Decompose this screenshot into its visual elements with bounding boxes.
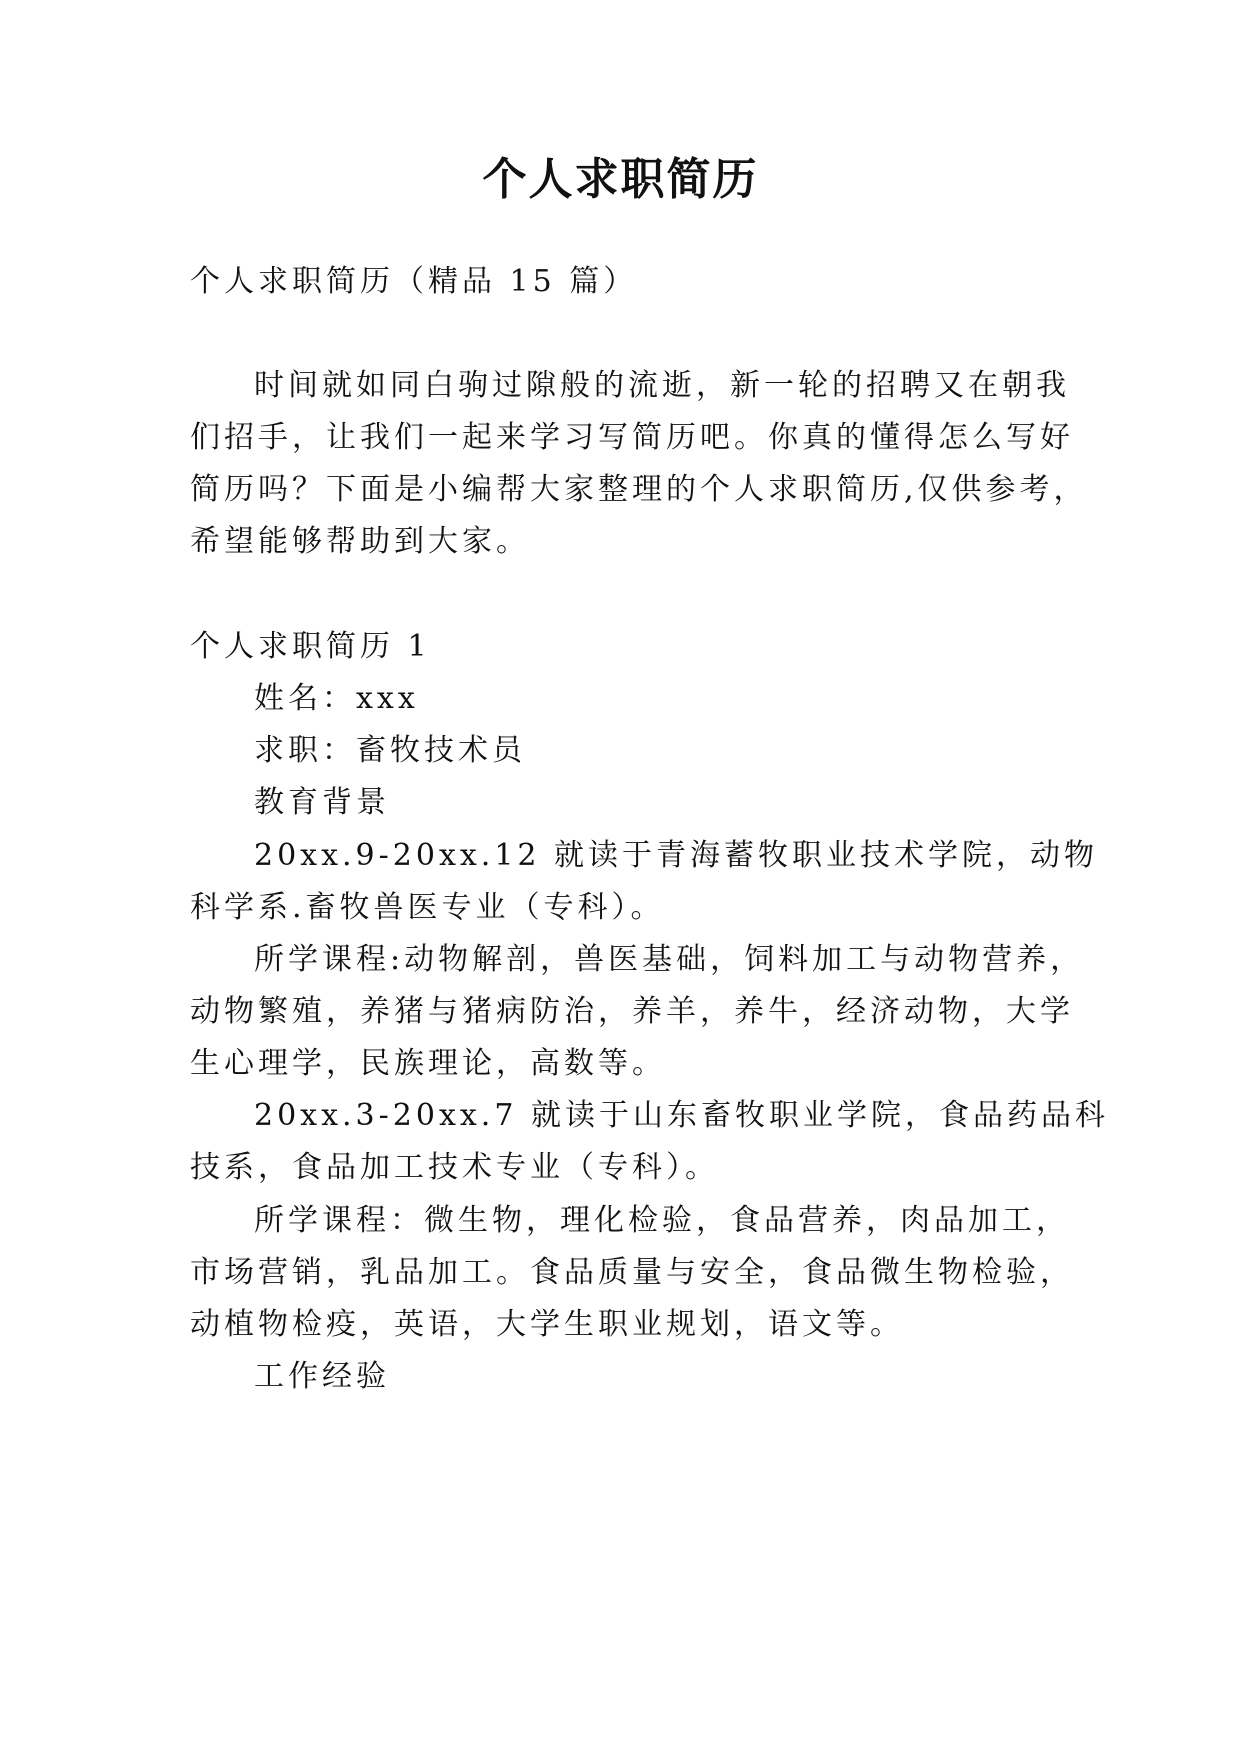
resume-heading: 个人求职简历 1 [190, 629, 431, 664]
intro-line: 希望能够帮助到大家。 [190, 524, 530, 559]
courses-line: 市场营销，乳品加工。食品质量与安全，食品微生物检验， [190, 1255, 1074, 1290]
courses-line: 动植物检疫，英语，大学生职业规划，语文等。 [190, 1307, 904, 1342]
courses-line: 所学课程:动物解剖，兽医基础，饲料加工与动物营养， [254, 942, 1085, 977]
education-line: 20xx.9-20xx.12 就读于青海蓄牧职业技术学院，动物 [254, 838, 1099, 873]
intro-line: 简历吗？下面是小编帮大家整理的个人求职简历,仅供参考， [190, 472, 1088, 507]
courses-line: 所学课程：微生物，理化检验，食品营养，肉品加工， [254, 1203, 1070, 1238]
document-title: 个人求职简历 [482, 154, 759, 205]
document-subtitle: 个人求职简历（精品 15 篇） [190, 264, 638, 299]
intro-line: 们招手，让我们一起来学习写简历吧。你真的懂得怎么写好 [190, 420, 1074, 455]
education-heading: 教育背景 [254, 785, 390, 820]
courses-line: 生心理学，民族理论，高数等。 [190, 1046, 666, 1081]
intro-line: 时间就如同白驹过隙般的流逝，新一轮的招聘又在朝我 [254, 368, 1070, 403]
name-line: 姓名：xxx [254, 681, 419, 716]
education-line: 20xx.3-20xx.7 就读于山东畜牧职业学院，食品药品科 [254, 1098, 1109, 1133]
education-line: 科学系.畜牧兽医专业（专科）。 [190, 890, 665, 925]
job-line: 求职：畜牧技术员 [254, 733, 526, 768]
work-heading: 工作经验 [254, 1359, 390, 1394]
education-line: 技系，食品加工技术专业（专科）。 [190, 1150, 719, 1185]
courses-line: 动物繁殖，养猪与猪病防治，养羊，养牛，经济动物，大学 [190, 994, 1074, 1029]
